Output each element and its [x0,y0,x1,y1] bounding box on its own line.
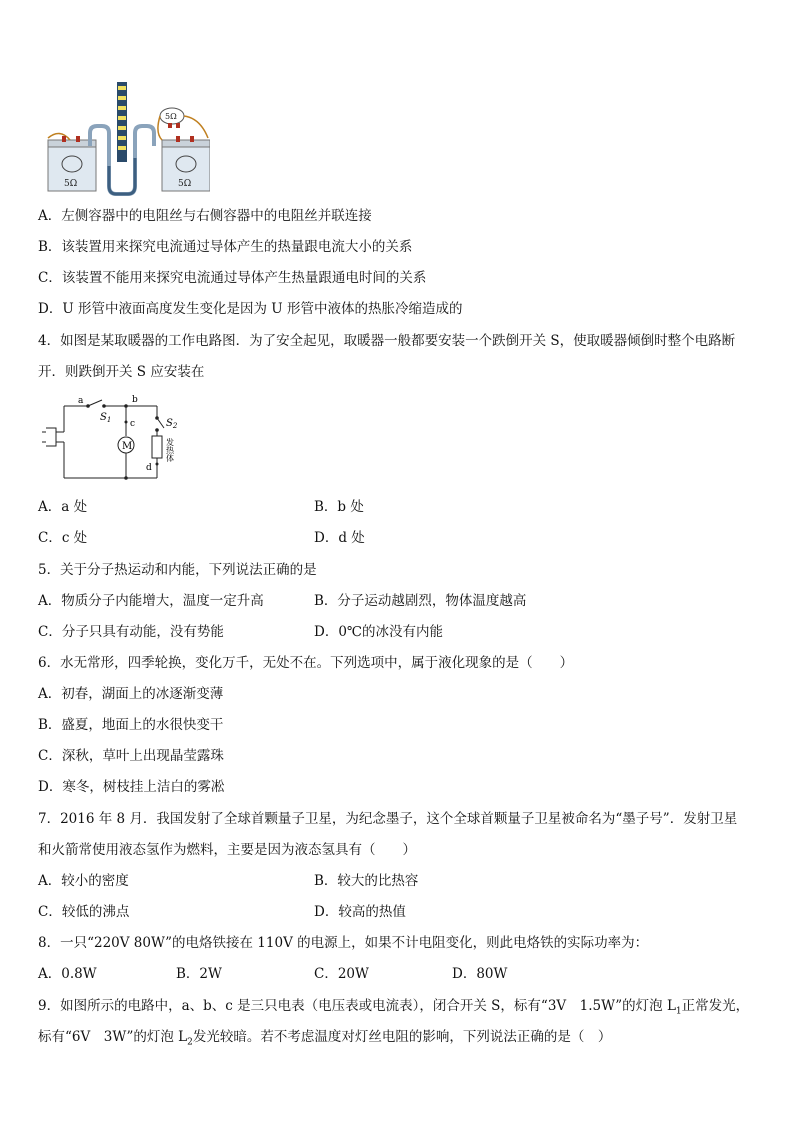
q5-option-d: D．0℃的冰没有内能 [314,624,444,640]
q6-stem: 6．水无常形，四季轮换，变化万千，无处不在。下列选项中，属于液化现象的是（ ） [38,655,574,671]
q8-option-c: C．20W [314,966,369,982]
q5-options-row2 [38,622,764,642]
point-b-label: b [132,395,138,405]
q7-option-d: D．较高的热值 [314,904,406,920]
q3-option-d: D．U 形管中液面高度发生变化是因为 U 形管中液体的热胀冷缩造成的 [38,301,463,317]
q9-stem-line2: 标有“6V 3W”的灯泡 $L_2$发光较暗。若不考虑温度对灯丝电阻的影响，下列说法正确的是（ ） [38,1029,612,1048]
q7-option-b: B．较大的比热容 [314,873,419,889]
q4-option-d: D．d 处 [314,530,365,546]
q5-options-row1 [38,591,764,611]
q4-stem-line2: 开．则跌倒开关 S 应安装在 [38,364,205,380]
q4-options-row2 [38,528,764,548]
q9-stem-line1: 9．如图所示的电路中，a、b、c 是三只电表（电压表或电流表），闭合开关 S，标有“3V 1.5W”的灯泡 $L_1$正常发光， [38,998,750,1017]
heater-label: 发热体 [165,438,175,462]
q6-option-a: A．初春，湖面上的冰逐渐变薄 [38,686,224,702]
switch-s1-label: $S_1$ [100,412,112,424]
point-d-label: d [146,463,152,473]
q3-option-a: A．左侧容器中的电阻丝与右侧容器中的电阻丝并联连接 [38,208,372,224]
q3-option-c: C．该装置不能用来探究电流通过导体产生热量跟通电时间的关系 [38,270,427,286]
q5-option-b: B．分子运动越剧烈，物体温度越高 [314,593,527,609]
q5-option-c: C．分子只具有动能，没有势能 [38,624,224,640]
q8-option-d: D．80W [452,966,508,982]
q7-options-row1 [38,871,764,891]
q6-option-d: D．寒冬，树枝挂上洁白的雾凇 [38,779,225,795]
q5-option-a: A．物质分子内能增大，温度一定升高 [38,593,264,609]
top-resistor-label: 5Ω [165,112,177,121]
q8-option-b: B．2W [176,966,222,982]
q7-option-a: A．较小的密度 [38,873,129,889]
q6-option-c: C．深秋，草叶上出现晶莹露珠 [38,748,224,764]
point-c-label: c [130,419,136,429]
q8-options-row [38,964,764,984]
switch-s2-label: $S_2$ [166,418,178,430]
q4-option-b: B．b 处 [314,499,364,515]
q5-stem: 5．关于分子热运动和内能，下列说法正确的是 [38,562,317,578]
q3-option-b: B．该装置用来探究电流通过导体产生的热量跟电流大小的关系 [38,239,413,255]
q4-options-row1 [38,497,764,517]
q8-option-a: A．0.8W [38,966,97,982]
q7-stem-line2: 和火箭常使用液态氢作为燃料，主要是因为液态氢具有（ ） [38,842,416,858]
motor-label: M [122,441,133,452]
u-tube-apparatus-figure [40,78,210,196]
q4-option-c: C．c 处 [38,530,88,546]
q8-stem: 8．一只“220V 80W”的电烙铁接在 110V 的电源上，如果不计电阻变化，则此电烙铁的实际功率为： [38,935,649,951]
q7-options-row2 [38,902,764,922]
left-resistor-label: 5Ω [64,179,78,189]
point-a-label: a [78,396,84,406]
q7-stem-line1: 7．2016 年 8 月．我国发射了全球首颗量子卫星，为纪念墨子，这个全球首颗量子卫星被命名为“墨子号”．发射卫星 [38,811,738,827]
heater-circuit-figure [42,392,217,487]
right-resistor-label: 5Ω [178,179,192,189]
q4-option-a: A．a 处 [38,499,88,515]
q7-option-c: C．较低的沸点 [38,904,130,920]
q4-stem-line1: 4．如图是某取暖器的工作电路图．为了安全起见，取暖器一般都要安装一个跌倒开关 S，使取暖器倾倒时整个电路断 [38,333,736,349]
q6-option-b: B．盛夏，地面上的水很快变干 [38,717,224,733]
